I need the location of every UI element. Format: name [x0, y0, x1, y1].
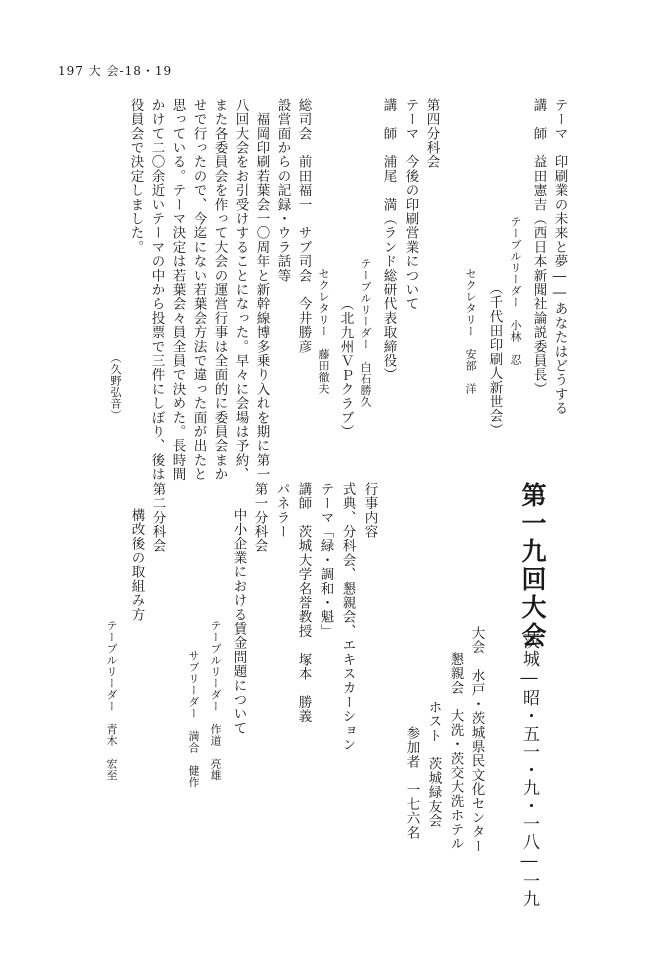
body-line-5: 思っている。テーマ決定は若葉会々員全員で決めた。長時間 — [169, 98, 186, 482]
division-2-title: 第二分科会 — [149, 482, 166, 553]
division-1-theme: 中小企業における賃金問題について — [230, 508, 247, 736]
body-line-3: また各委員会を作って大会の運営行事は全面的に委員会まか — [211, 98, 228, 482]
record-heading: 設営面からの記録・ウラ話等 — [274, 98, 291, 283]
convention-subheading: 茨城―昭・五一・九・一八―一九 — [519, 632, 539, 908]
body-line-4: せで行ったので、今迄にない若葉会方法で違った面が出たと — [190, 98, 207, 482]
author-signature: （久野弘音） — [109, 352, 122, 421]
leader-4-org: （北九州ＶＰクラブ） — [337, 297, 354, 439]
attendance: 参加者 一七六名 — [403, 726, 420, 840]
party-venue: 懇親会 大洗・茨交大洗ホテル — [447, 652, 464, 851]
program-label: 行事内容 — [361, 482, 378, 539]
leader-4: テーブルリーダー 白石勝久 — [359, 258, 372, 408]
lecturer: 講師 茨城大学名誉教授 塚本 勝義 — [295, 482, 312, 724]
venue: 大会 水戸・茨城県民文化センター — [468, 626, 485, 854]
theme: テーマ「緑・調和・魁」 — [317, 482, 334, 639]
page-number: 197 — [58, 64, 84, 78]
running-title: 大 会-18・19 — [88, 64, 173, 78]
body-line-2: 八回大会をお引受けすることになった。早々に会場は予約、 — [232, 98, 249, 482]
division-2-theme: 構改後の取組み方 — [128, 508, 145, 622]
host: ホスト 茨城緑友会 — [425, 700, 442, 828]
secretary-4: セクレタリー 藤田徹夫 — [317, 268, 330, 395]
division-1-title: 第一分科会 — [251, 482, 268, 553]
body-line-7: 役員会で決定しました。 — [127, 98, 144, 255]
theme-4: テーマ 今後の印刷営業について — [402, 98, 419, 311]
program: 式典、分科会、懇親会、エキスカーション — [339, 482, 356, 752]
division-1-subleader: サブリーダー 満合 健作 — [187, 650, 200, 788]
body-line-1: 福岡印刷若葉会一〇周年と新幹線博多乗り入れを期に第一 — [253, 98, 270, 482]
leader-3-org: （千代田印刷人新世会） — [486, 281, 503, 438]
lecturer-4: 講 師 浦尾 満（ランド総研代表取締役） — [380, 98, 397, 382]
theme-3: テーマ 印刷業の未来と夢――あなたはどうする — [551, 98, 568, 416]
general-mc: 総司会 前田福一 サブ司会 今井勝彦 — [295, 98, 312, 354]
page-header — [58, 62, 172, 79]
convention-heading: 第一九回大会 — [518, 482, 547, 650]
body-line-6: かけて二〇余近いテーマの中から投票で三件にしぼり、後は — [148, 98, 165, 482]
division-4-title: 第四分科会 — [423, 98, 440, 169]
division-1-leader: テーブルリーダー 作道 亮雄 — [209, 620, 222, 781]
leader-3: テーブルリーダー 小林 忍 — [509, 216, 522, 366]
lecturer-3: 講 師 益田憲吉（西日本新聞社論説委員長） — [530, 98, 547, 397]
division-2-leader: テーブルリーダー 青木 宏至 — [105, 620, 118, 781]
secretary-3: セクレタリー 安部 洋 — [464, 268, 477, 395]
panelists: パネラー — [273, 482, 290, 539]
